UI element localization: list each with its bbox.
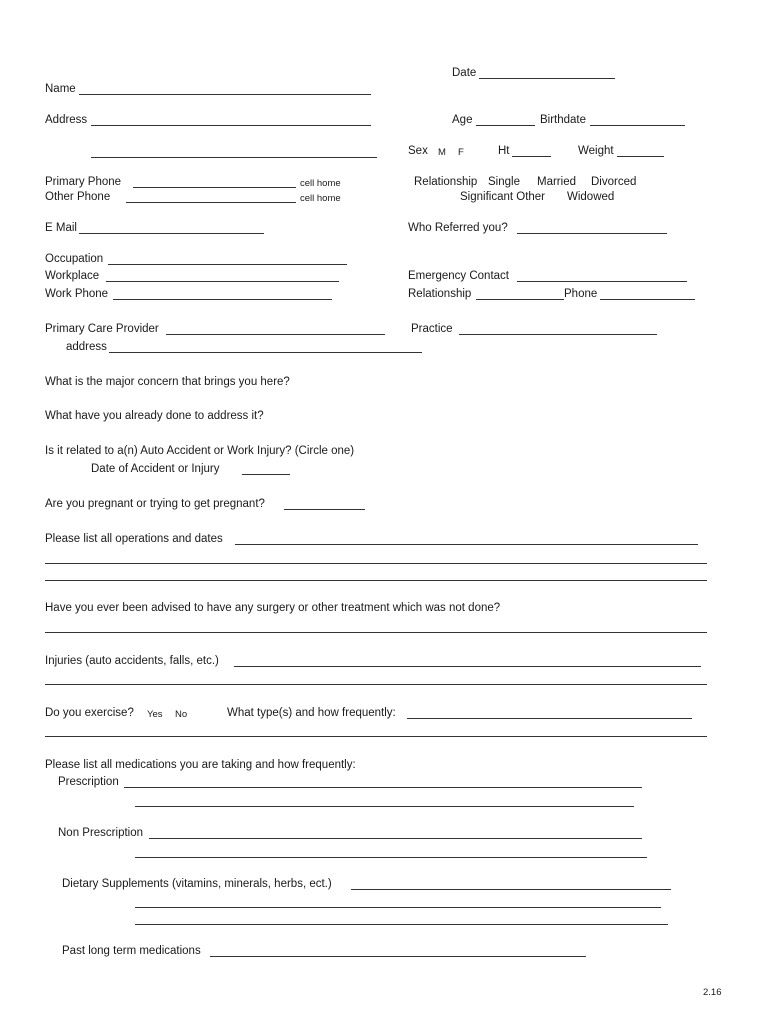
occupation-label: Occupation: [45, 253, 104, 265]
operations-line-2[interactable]: [45, 563, 707, 564]
significant-other-option[interactable]: Significant Other: [460, 191, 546, 203]
provider-address-label: address: [66, 341, 107, 353]
practice-field[interactable]: [459, 334, 657, 335]
widowed-option[interactable]: Widowed: [567, 191, 615, 203]
prescription-field[interactable]: [124, 787, 642, 788]
sex-label: Sex: [408, 145, 428, 157]
single-option[interactable]: Single: [488, 176, 520, 188]
accident-date-label: Date of Accident or Injury: [91, 463, 220, 475]
age-field[interactable]: [476, 125, 535, 126]
other-phone-field[interactable]: [126, 202, 296, 203]
past-medications-label: Past long term medications: [62, 945, 201, 957]
weight-field[interactable]: [617, 156, 664, 157]
workplace-field[interactable]: [106, 281, 339, 282]
divorced-option[interactable]: Divorced: [591, 176, 637, 188]
pregnant-question: Are you pregnant or trying to get pregnant?: [45, 498, 265, 510]
exercise-question: Do you exercise?: [45, 707, 134, 719]
injuries-line-2[interactable]: [45, 684, 707, 685]
already-done-question: What have you already done to address it?: [45, 410, 264, 422]
non-prescription-line-2[interactable]: [135, 857, 647, 858]
primary-phone-label: Primary Phone: [45, 176, 122, 188]
non-prescription-field[interactable]: [149, 838, 642, 839]
emergency-contact-label: Emergency Contact: [408, 270, 509, 282]
name-field[interactable]: [79, 94, 371, 95]
supplements-label: Dietary Supplements (vitamins, minerals, herbs, ect.): [62, 878, 332, 890]
medications-intro: Please list all medications you are taking and how frequently:: [45, 759, 356, 771]
primary-phone-type[interactable]: cell home: [300, 178, 341, 189]
prescription-line-2[interactable]: [135, 806, 634, 807]
supplements-field[interactable]: [351, 889, 671, 890]
date-field[interactable]: [479, 78, 615, 79]
ht-label: Ht: [498, 145, 510, 157]
advised-field[interactable]: [45, 632, 707, 633]
address-field[interactable]: [91, 125, 371, 126]
birthdate-field[interactable]: [590, 125, 685, 126]
exercise-no-option[interactable]: No: [175, 709, 188, 720]
supplements-line-2[interactable]: [135, 907, 661, 908]
non-prescription-label: Non Prescription: [58, 827, 144, 839]
exercise-type-field[interactable]: [407, 718, 692, 719]
birthdate-label: Birthdate: [540, 114, 587, 126]
provider-address-field[interactable]: [109, 352, 422, 353]
date-label: Date: [452, 67, 477, 79]
address-label: Address: [45, 114, 88, 126]
pregnant-field[interactable]: [284, 509, 365, 510]
emergency-phone-field[interactable]: [600, 299, 695, 300]
married-option[interactable]: Married: [537, 176, 576, 188]
work-phone-field[interactable]: [113, 299, 332, 300]
related-to-question: Is it related to a(n) Auto Accident or Work Injury? (Circle one): [45, 445, 355, 457]
weight-label: Weight: [578, 145, 614, 157]
emergency-phone-label: Phone: [564, 288, 598, 300]
supplements-line-3[interactable]: [135, 924, 668, 925]
pcp-field[interactable]: [166, 334, 385, 335]
email-field[interactable]: [79, 233, 264, 234]
work-phone-label: Work Phone: [45, 288, 109, 300]
pcp-label: Primary Care Provider: [45, 323, 159, 335]
advised-question: Have you ever been advised to have any surgery or other treatment which was not done?: [45, 602, 501, 614]
referred-label: Who Referred you?: [408, 222, 508, 234]
other-phone-label: Other Phone: [45, 191, 111, 203]
sex-m-option[interactable]: M: [438, 147, 446, 158]
operations-line-3[interactable]: [45, 580, 707, 581]
ht-field[interactable]: [512, 156, 551, 157]
practice-label: Practice: [411, 323, 453, 335]
form-version: 2.16: [703, 987, 722, 998]
other-phone-type[interactable]: cell home: [300, 193, 341, 204]
relationship-label: Relationship: [414, 176, 478, 188]
workplace-label: Workplace: [45, 270, 100, 282]
name-label: Name: [45, 83, 76, 95]
exercise-type-label: What type(s) and how frequently:: [227, 707, 396, 719]
referred-field[interactable]: [517, 233, 667, 234]
emergency-contact-field[interactable]: [517, 281, 687, 282]
operations-label: Please list all operations and dates: [45, 533, 223, 545]
prescription-label: Prescription: [58, 776, 119, 788]
address-line-2[interactable]: [91, 157, 377, 158]
exercise-yes-option[interactable]: Yes: [147, 709, 163, 720]
primary-phone-field[interactable]: [133, 187, 296, 188]
emergency-relationship-field[interactable]: [476, 299, 564, 300]
sex-f-option[interactable]: F: [458, 147, 464, 158]
email-label: E Mail: [45, 222, 77, 234]
operations-field[interactable]: [235, 544, 698, 545]
injuries-label: Injuries (auto accidents, falls, etc.): [45, 655, 219, 667]
past-medications-field[interactable]: [210, 956, 586, 957]
emergency-relationship-label: Relationship: [408, 288, 472, 300]
exercise-line-2[interactable]: [45, 736, 707, 737]
occupation-field[interactable]: [108, 264, 347, 265]
injuries-field[interactable]: [234, 666, 701, 667]
age-label: Age: [452, 114, 473, 126]
major-concern-question: What is the major concern that brings you here?: [45, 376, 290, 388]
accident-date-field[interactable]: [242, 474, 290, 475]
